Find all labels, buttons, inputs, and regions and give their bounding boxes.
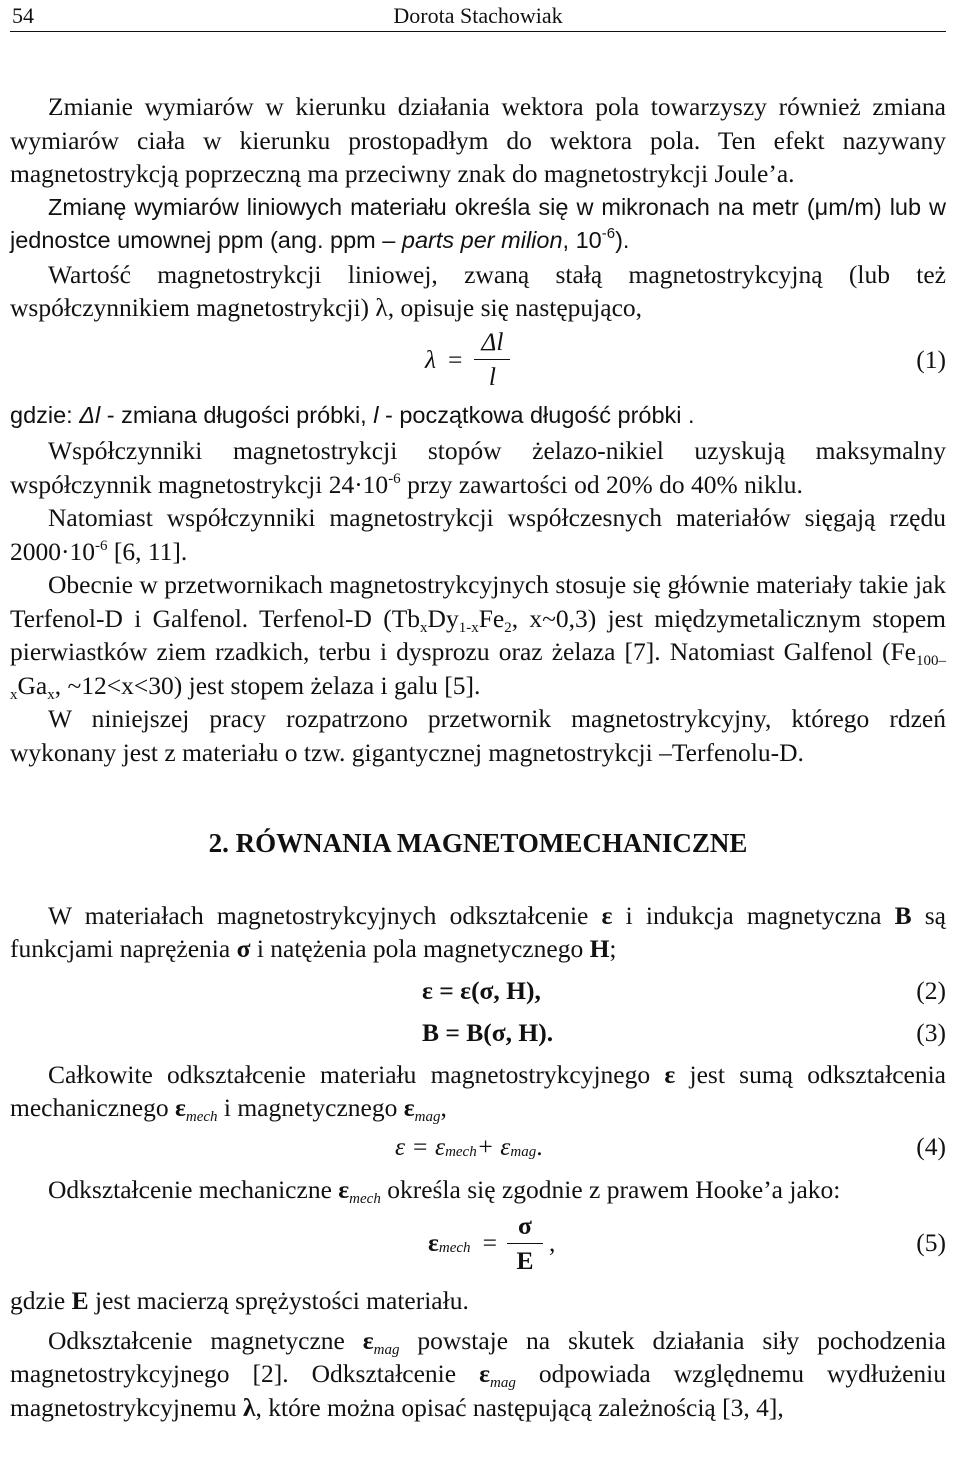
- paragraph-3: Wartość magnetostrykcji liniowej, zwaną stałą magnetostrykcyjną (lub też współczynnikiem magnetostrykcji) λ, opisuje się następująco,: [10, 259, 946, 322]
- paragraph-1: Zmianie wymiarów w kierunku działania wektora pola towarzyszy również zmiana wymiarów ciała w kierunku prostopadłym do wektora pola. Ten efekt nazywany magnetostrykcją poprzeczną ma przeciwny znak do magnetostrykcji Joule’a.: [10, 92, 946, 188]
- equation-number: (1): [916, 344, 946, 374]
- paragraph-13: Odkształcenie magnetyczne $\varepsilon_{mag}$ powstaje na skutek działania siły pochodzenia magnetostrykcyjnego [2]. Odkształcenie $\varepsilon_{mag}$ odpowiada względnemu wydłużeniu magnetostrykcyjnemu λ, które można opisać następującą zależnością [3, 4],: [10, 1325, 946, 1422]
- italic-phrase: parts per milion: [401, 227, 563, 253]
- equation-2: ε = ε(σ, H), (2): [422, 972, 946, 1010]
- equation-4: ε = ε $_{mech}$ + ε $_{mag}$ . (4): [395, 1125, 946, 1169]
- paragraph-11: Odkształcenie mechaniczne $\varepsilon_{mech}$ określa się zgodnie z prawem Hooke’a jako:: [48, 1174, 841, 1207]
- equation-3: B = B(σ, H). (3): [422, 1014, 946, 1052]
- equation-5: ε $_{mech}$ = $\frac{\sigma}{E}$ , (5): [428, 1206, 946, 1280]
- page-number: 54: [12, 3, 34, 28]
- paragraph-9: W materiałach magnetostrykcyjnych odkształcenie ε i indukcja magnetyczna B są funkcjami naprężenia σ i natężenia pola magnetycznego H;: [10, 900, 946, 963]
- paragraph-8: W niniejszej pracy rozpatrzono przetwornik magnetostrykcyjny, którego rdzeń wykonany jest z materiału o tzw. gigantycznej magnetostrykcji –Terfenolu-D.: [10, 704, 946, 767]
- equation-1: λ = $\frac{\Delta l}{l}$ (1): [425, 325, 946, 395]
- equation-number: (4): [916, 1131, 946, 1161]
- paragraph-12: gdzie E jest macierzą sprężystości materiału.: [10, 1286, 469, 1315]
- fraction: $\frac{\Delta l}{l}$: [474, 325, 510, 394]
- paragraph-2: Zmianę wymiarów liniowych materiału określa się w mikronach na metr (μm/m) lub w jednostce umownej ppm (ang. ppm – parts per milion, $10^{-6}$).: [10, 193, 946, 253]
- running-author: Dorota Stachowiak: [393, 3, 563, 28]
- paragraph-10: Całkowite odkształcenie materiału magnetostrykcyjnego ε jest sumą odkształcenia mechanicznego $\varepsilon_{mech}$ i magnetycznego $\varepsilon_{mag}$,: [10, 1059, 946, 1125]
- paragraph-5: Współczynniki magnetostrykcji stopów żelazo-nikiel uzyskują maksymalny współczynnik magnetostrykcji $24\cdot 10^{-6}$ przy zawartości od 20% do 40% niklu.: [10, 436, 946, 499]
- equation-number: (2): [916, 975, 946, 1005]
- equation-number: (5): [916, 1228, 946, 1258]
- body-text: [10, 90, 946, 1424]
- section-title: 2. RÓWNANIA MAGNETOMECHANICZNE: [208, 828, 748, 858]
- paragraph-4: gdzie: Δl - zmiana długości próbki, l - początkowa długość próbki .: [10, 401, 695, 428]
- equation-number: (3): [916, 1017, 946, 1047]
- fraction: $\frac{\sigma}{E}$: [507, 1209, 543, 1278]
- paragraph-7: Obecnie w przetwornikach magnetostrykcyjnych stosuje się głównie materiały takie jak Terfenol-D i Galfenol. Terfenol-D ($Tb_xDy_{1-x}Fe_2$, x~0,3) jest międzymetalicznym stopem pierwiastków ziem rzadkich, terbu i dysprozu oraz żelaza [7]. Natomiast Galfenol ($Fe_{100-x}Ga_x$, ~12<x<30) jest stopem żelaza i galu [5].: [10, 570, 946, 703]
- paragraph-6: Natomiast współczynniki magnetostrykcji współczesnych materiałów sięgają rzędu $2000\cdot 10^{-6}$ [6, 11].: [10, 503, 946, 566]
- running-header: [10, 0, 946, 32]
